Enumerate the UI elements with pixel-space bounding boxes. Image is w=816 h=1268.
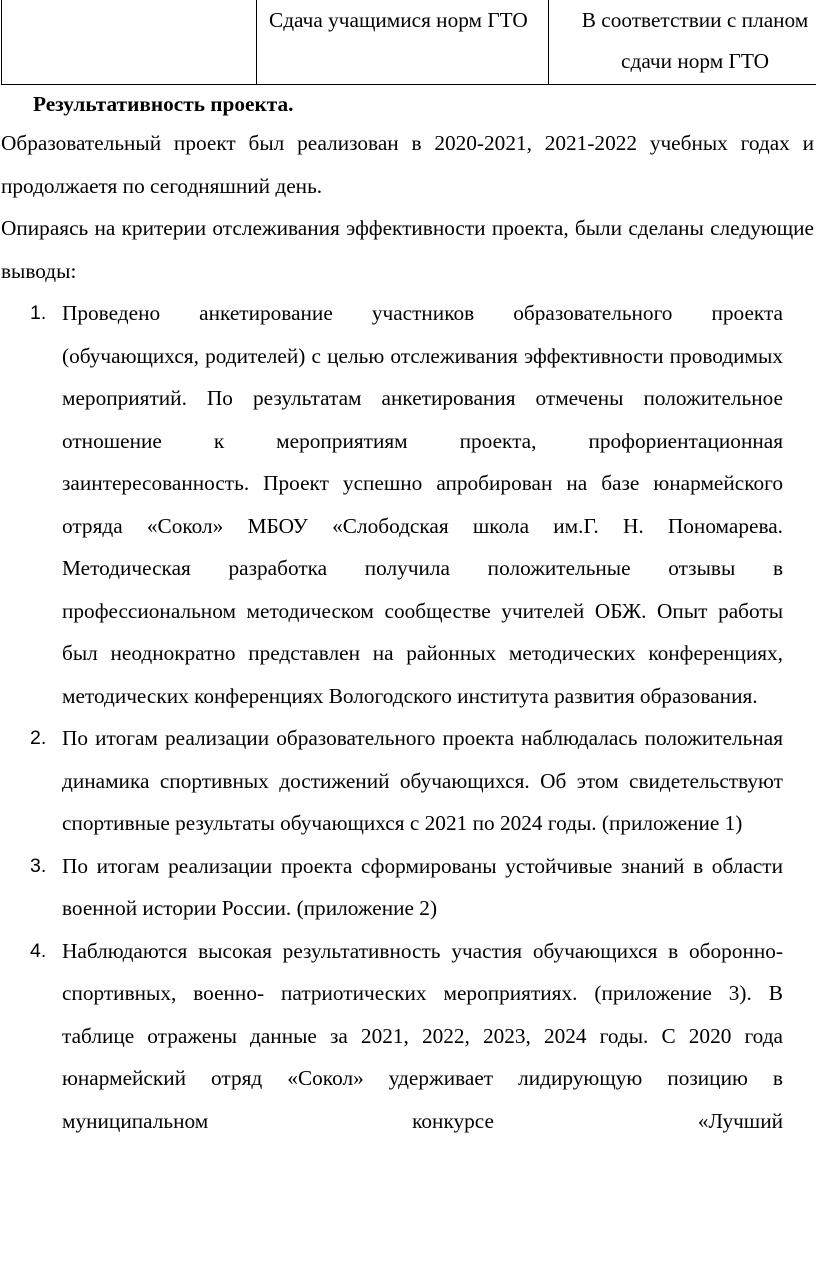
paragraph-criteria: Опираясь на критерии отслеживания эффективности проекта, были сделаны следующие выводы: <box>1 216 814 283</box>
gto-table <box>1 0 816 85</box>
section-heading: Результативность проекта. <box>33 92 294 116</box>
list-item-text: Наблюдаются высокая результативность участия обучающихся в оборонно- спортивных, военно- патриотических мероприятиях. (приложение 3). В таблице отражены данные за 2021, 2022, 2023, 2024 годы. С 2020 года юнармейский отряд «Сокол» удерживает лидирующую позицию в муниципальном конкурсе «Лучший <box>62 938 783 1133</box>
list-item-number: 2. <box>30 727 47 749</box>
table-cell-empty <box>2 0 257 85</box>
list-item-text: По итогам реализации образовательного проекта наблюдалась положительная динамика спортивных достижений обучающихся. Об этом свидетельствуют спортивные результаты обучающихся с 2021 по 2024 годы. (приложение 1) <box>62 726 783 835</box>
results-list <box>0 292 816 1142</box>
list-item-text: По итогам реализации проекта сформированы устойчивые знаний в области военной истории России. (приложение 2) <box>62 853 783 920</box>
list-item-number: 4. <box>30 939 47 962</box>
list-item <box>0 930 816 1143</box>
list-item-number: 3. <box>30 854 47 877</box>
list-item <box>0 845 816 930</box>
paragraph-implementation: Образовательный проект был реализован в 2020-2021, 2021-2022 учебных годах и продолжаетя по сегодняшний день. <box>1 131 814 198</box>
list-item <box>0 292 816 717</box>
list-item-number: 1. <box>30 302 47 324</box>
list-item-text: Проведено анкетирование участников образовательного проекта (обучающихся, родителей) с целью отслеживания эффективности проводимых мероприятий. По результатам анкетирования отмечены положительное отношение к мероприятиям проекта, профориентационная заинтересованность. Проект успешно апробирован на базе юнармейского отряда «Сокол» МБОУ «Слободская школа им.Г. Н. Пономарева. Методическая разработка получила положительные отзывы в профессиональном методическом сообществе учителей ОБЖ. Опыт работы был неоднократно представлен на районных методических конференциях, методических конференциях Вологодского института развития образования. <box>62 301 783 708</box>
list-item <box>0 717 816 845</box>
table-cell-schedule: В соответствии с планом сдачи норм ГТО <box>549 0 816 85</box>
table-row <box>2 0 816 85</box>
table-cell-activity: Сдача учащимися норм ГТО <box>257 0 549 85</box>
